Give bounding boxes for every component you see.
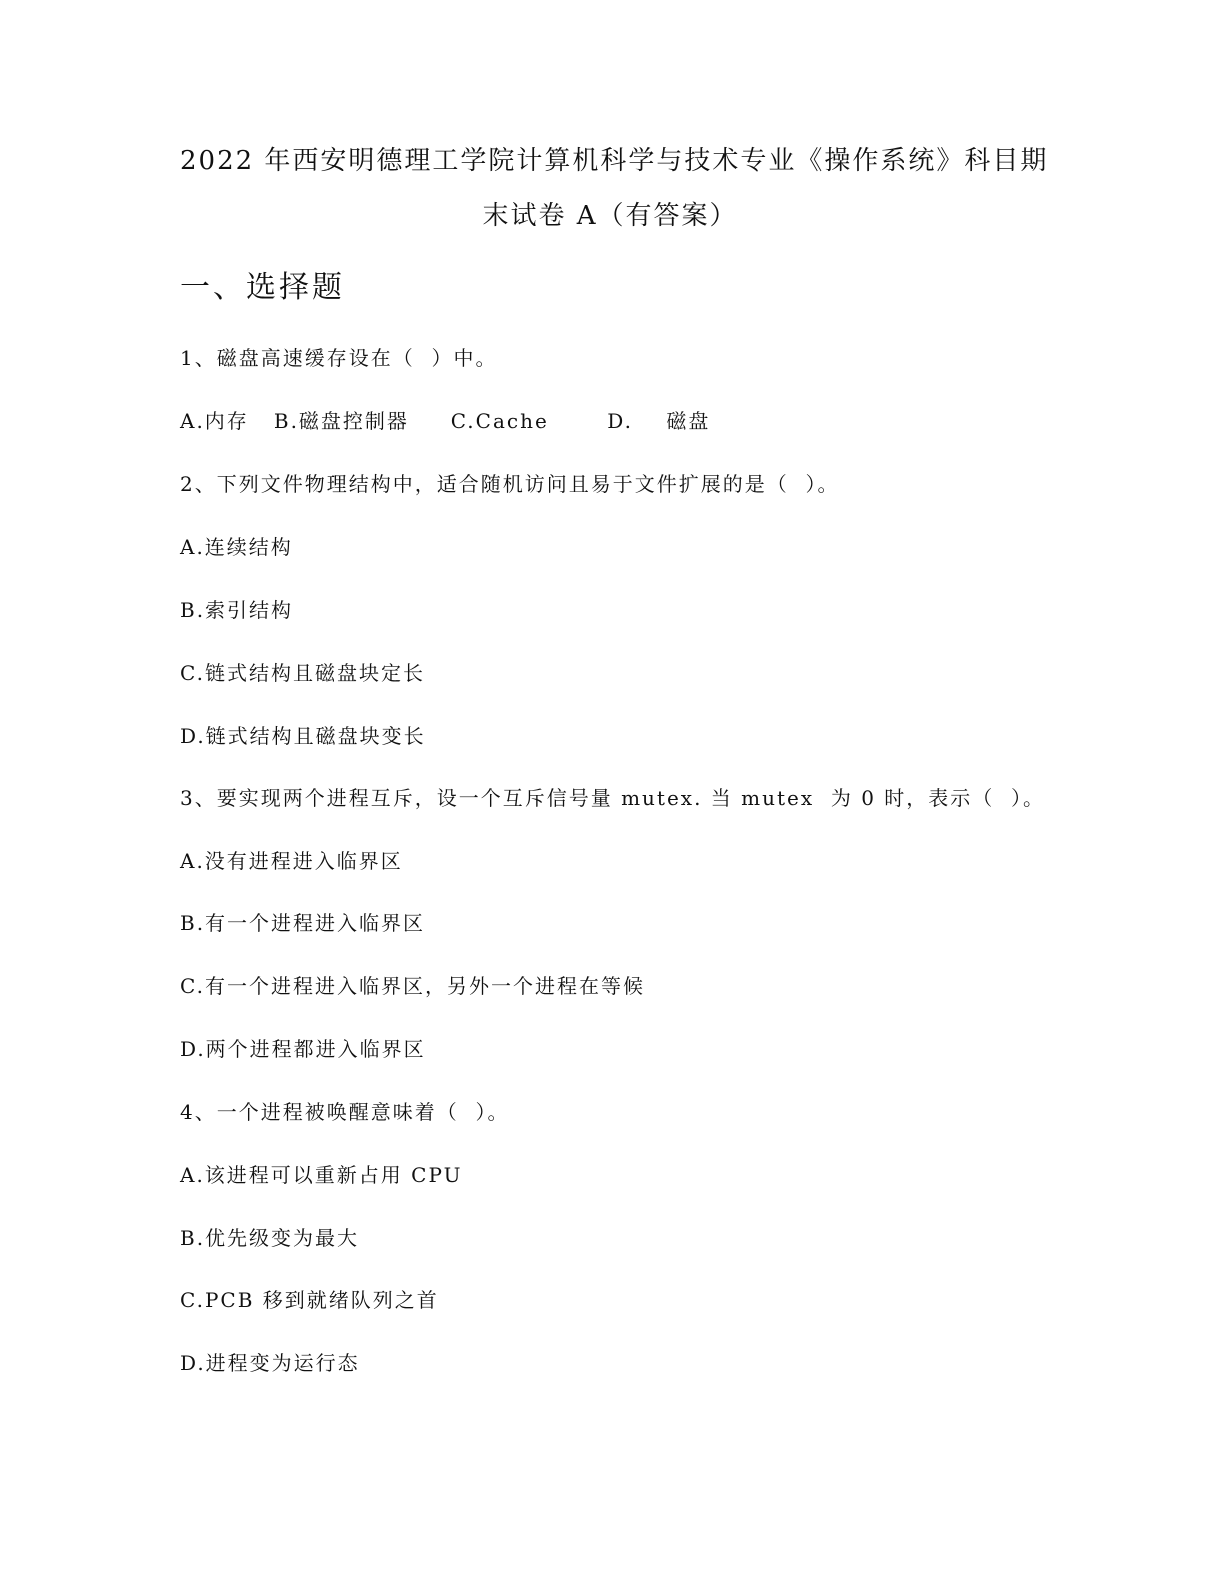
question-4-option-d: D.进程变为运行态 — [180, 1351, 360, 1375]
question-2-option-a: A.连续结构 — [180, 535, 293, 559]
question-2-option-d: D.链式结构且磁盘块变长 — [180, 724, 426, 748]
exam-title-line-1: 2022 年西安明德理工学院计算机科学与技术专业《操作系统》科目期 — [180, 146, 1049, 176]
question-1-options: A.内存 B.磁盘控制器 C.Cache D. 磁盘 — [180, 409, 711, 433]
question-3-option-d: D.两个进程都进入临界区 — [180, 1037, 426, 1061]
question-4-option-b: B.优先级变为最大 — [180, 1226, 360, 1250]
exam-title-line-2: 末试卷 A（有答案） — [482, 201, 738, 231]
question-4-option-c: C.PCB 移到就绪队列之首 — [180, 1288, 439, 1312]
question-3-option-b: B.有一个进程进入临界区 — [180, 911, 426, 935]
question-1: 1、磁盘高速缓存设在（ ）中。 — [180, 346, 498, 370]
question-3: 3、要实现两个进程互斥，设一个互斥信号量 mutex. 当 mutex 为 0 时，表示（ ）。 — [180, 786, 1046, 810]
question-3-option-a: A.没有进程进入临界区 — [180, 849, 403, 873]
section-heading: 一、选择题 — [180, 270, 345, 305]
question-3-option-c: C.有一个进程进入临界区，另外一个进程在等候 — [180, 974, 645, 998]
question-2-option-b: B.索引结构 — [180, 598, 294, 622]
question-4: 4、一个进程被唤醒意味着（ ）。 — [180, 1100, 510, 1124]
question-2: 2、下列文件物理结构中，适合随机访问且易于文件扩展的是（ ）。 — [180, 472, 840, 496]
question-4-option-a: A.该进程可以重新占用 CPU — [180, 1163, 463, 1187]
question-2-option-c: C.链式结构且磁盘块定长 — [180, 661, 425, 685]
